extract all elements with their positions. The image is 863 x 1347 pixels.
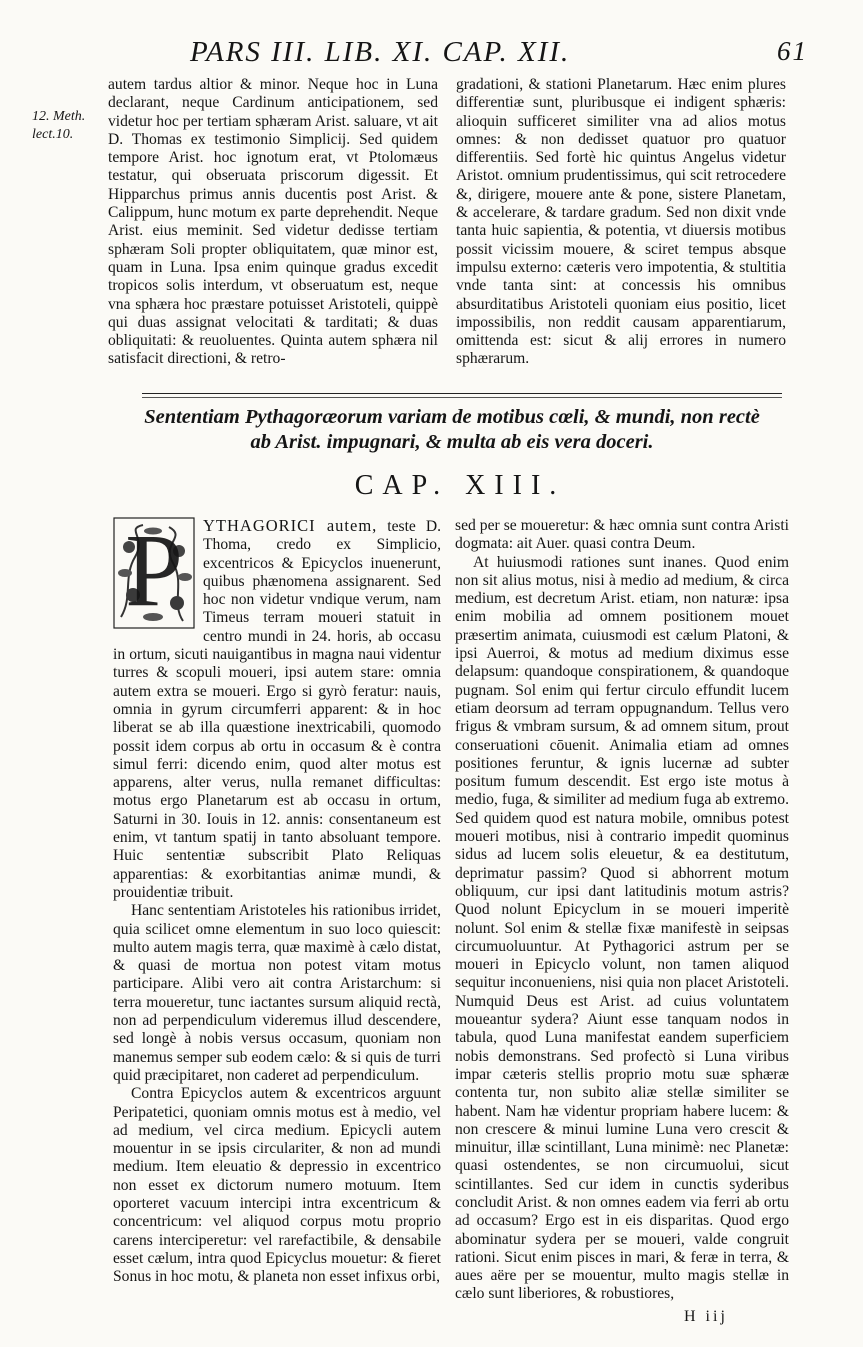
body-paragraph: Hanc sententiam Aristoteles his rationibus irridet, quia scilicet omne elementum in suo loco quiescit: multo autem magis terra, quæ maximè à cælo distat, & quasi de mortua non potest vitam motus participare. Alibi vero ait contra Aristarchum: si terra moueretur, tunc iactantes sursum aliquid rectà, non ad perpendiculum videremus illud descendere, sed longè à nobis versus occasum, quoniam non manemus semper sub eodem cælo: & si quis de turri quid præcipitaret, non caderet ad perpendiculum.: [113, 902, 441, 1084]
dropcap-letter: P: [125, 513, 183, 628]
margin-note: [32, 108, 102, 144]
body-paragraph: teste D. Thoma, credo ex Simplicio, excentricos & Epicyclos inuenerunt, quibus phænomena assignarent. Sed hoc non videtur vndique verum, nam Timeus terram moueri statuit in centro mundi in 24. horis, ab occasu in ortum, sicuti nauigantibus in magna naui videntur turres & scopuli moueri, ipsi autem stare: omnia autem extra se moueri. Ergo si gyrò feratur: nauis, omnia in gyrum circumferri apparent: & in hoc liberat se ab illa quæstione inextricabili, quomodo possit idem corpus ab ortu in occasum & è contra simul ferri: dicendo enim, quod alter motus est apparens, alter verus, nulla remanet difficultas: motus ergo Planetarum est ab occasu in ortum, Saturni in 30. Iouis in 12. annis: consentaneum est enim, vt tantum spatij in tanto absoluant tempore. Huic sententiæ subscribit Plato Reliquas apparentias: & exorbitantias animæ mundi, & prouidentiæ tribuit.: [113, 518, 441, 901]
prev-chapter-column-left: [108, 76, 438, 369]
lead-in-text: YTHAGORICI autem,: [203, 516, 378, 535]
margin-note-line-2: lect.10.: [32, 127, 74, 142]
chapter-number: CAP. XIII.: [354, 470, 566, 501]
chapter-title-line-2: ab Arist. impugnari, & multa ab eis vera doceri.: [250, 431, 654, 453]
signature-mark: H iij: [684, 1308, 728, 1325]
running-header: [190, 36, 808, 76]
running-title: PARS III. LIB. XI. CAP. XII.: [190, 36, 571, 68]
prev-chapter-column-right: [456, 76, 786, 369]
chapter-column-right: [455, 517, 789, 1304]
chapter-title-line-1: Sententiam Pythagoræorum variam de motibus cœli, & mundi, non rectè: [144, 406, 760, 428]
body-paragraph: gradationi, & stationi Planetarum. Hæc enim plures differentiæ sunt, pluribusque ei indigent sphæris: alioquin sufficeret similiter vna ad alios motus omnes: & non dedisset quatuor pro quatuor differentiis. Sed fortè hic quintus Angelus videtur Aristot. omnium prudentissimus, qui scit retrocedere &, dirigere, mouere ante & pone, sistere Planetam, & accelerare, & tardare gradum. Sed non dixit vnde tanta huic sapientia, & potentia, vt diuersis motibus possit vicissim mouere, & sciret tempus absque impulsu externo: cæteris vero impotentia, & stultitia vnde tanta sint: at concessis his omnibus absurditatibus Aristoteli quoniam eius positio, licet impossibilis, non reddit causam apparentiarum, omittenda est: sicut & alij errores in numero sphærarum.: [456, 76, 786, 368]
body-paragraph: sed per se moueretur: & hæc omnia sunt contra Aristi dogmata: ait Auer. quasi contra Deum.: [455, 517, 789, 553]
body-paragraph: At huiusmodi rationes sunt inanes. Quod enim non sit alius motus, nisi à medio ad medium, & circa medium, est decretum Arist. etiam, non naturæ: ipsa enim mobilia ad omnem positionem mouet præsertim animata, cuiusmodi est cælum Platoni, & ipsi Auerroi, & motus ad medium diximus esse delapsum: quandoque conspirationem, & quandoque pugnam. Sol enim qui fertur circulo effundit lucem etiam deorsum ad terram oppugnandum. Tellus vero frigus & vmbram sursum, & ad omnem situm, prout conseruationi cōuenit. Animalia etiam ad omnes positiones feruntur, & ignis lucernæ ad subter positum fumum descendit. Est ergo iste motus à medio, fuga, & similiter ad medium fuga ab extremo. Sed quidem quod est natura mobile, omnibus potest moueri motibus, nisi à contrario impedit quominus sidus ad lucem solis eleuetur, & ea destitutum, deprimatur passim? Quod si abhorrent motum obliquum, cur ipsi dant latitudinis motum astris? Quod nolunt Epicyclum in se moueri imperitè nolunt. Sol enim & stellæ fixæ manifestè in seipsas circumuoluuntur. At Pythagorici astrum per se moueri in Epicyclo volunt, non tamen aliquod sequitur inconueniens, nisi quia non placet Aristoteli. Numquid Deus est Arist. ad cuius voluntatem moueantur sydera? Aiunt esse tanquam nodos in tabula, quod Luna manifestat eandem superficiem nobis demonstrans. Sed profectò si Luna viribus impar cæteris stellis proprio motu suæ sphæræ contenta tur, non subito aliæ stellæ similiter se habent. Nam hæ videntur propriam habere lucem: & non crescere & minui lumine Luna vero crescit & minuitur, illæ scintillant, Luna minimè: nec Planetæ: quasi ostendentes, se non circumuolui, sicut scintillantes. Sed cur idem in cunctis syderibus concludit Arist. & non omnes eadem via ferri ab ortu ad occasum? Ergo est in eis disparitas. Quod ergo abominatur sydera per se moueri, valde congruit rationi. Sicut enim pisces in mari, & feræ in terra, & aues aëre per se mouentur, multo magis stellæ in cælo sunt liberiores, & robustiores,: [455, 553, 789, 1303]
body-paragraph: autem tardus altior & minor. Neque hoc in Luna declarant, neque Cardinum anticipationem, sed videtur hoc per tertiam sphæram Arist. saluare, vt ait D. Thomas ex testimonio Simplicij. Sed quidem tempore Arist. hoc ignotum erat, vt Ptolomæus testatur, qui obseruata priscorum digessit. Et Hipparchus primus annis ducentis post Arist. & Calippum, hunc motum ex parte deprehendit. Neque Arist. eius meminit. Sed videtur dedisse tertiam sphæram Soli propter obliquitatem, quæ minor est, quam in Luna. Ipsa enim quinque gradus excedit tropicos solis interdum, vt obseruatum est, neque vna sphæra hoc præstare potuisset Aristoteli, quippè qui duas assignat velocitati & tarditati; & duas obliquitati: & reuoluentes. Quinta autem sphæra nil satisfacit directioni, & retro-: [108, 76, 438, 368]
section-divider-rule: [142, 393, 782, 394]
body-paragraph: Contra Epicyclos autem & excentricos arguunt Peripatetici, quoniam omnis motus est à medio, vel ad medium, vel circa medium. Epicycli autem mouentur in se ipsis circulariter, & non ad mundi medium. Item eleuatio & depressio in excentrico non esset ex dictorum numero motuum. Item oporteret vacuum intercipi intra excentricum & concentricum: vel aliquod corpus motu proprio carens interciperetur: vel rarefactibile, & densabile esset cælum, intra quod Epicyclus mouetur: & fieret Sonus in hoc motu, & planeta non esset infixus orbi,: [113, 1085, 441, 1286]
decorated-initial: [113, 513, 195, 629]
chapter-column-left: [113, 513, 441, 1286]
margin-note-line-1: 12. Meth.: [32, 109, 86, 124]
chapter-title: [112, 405, 792, 455]
page-number: 61: [777, 36, 808, 66]
